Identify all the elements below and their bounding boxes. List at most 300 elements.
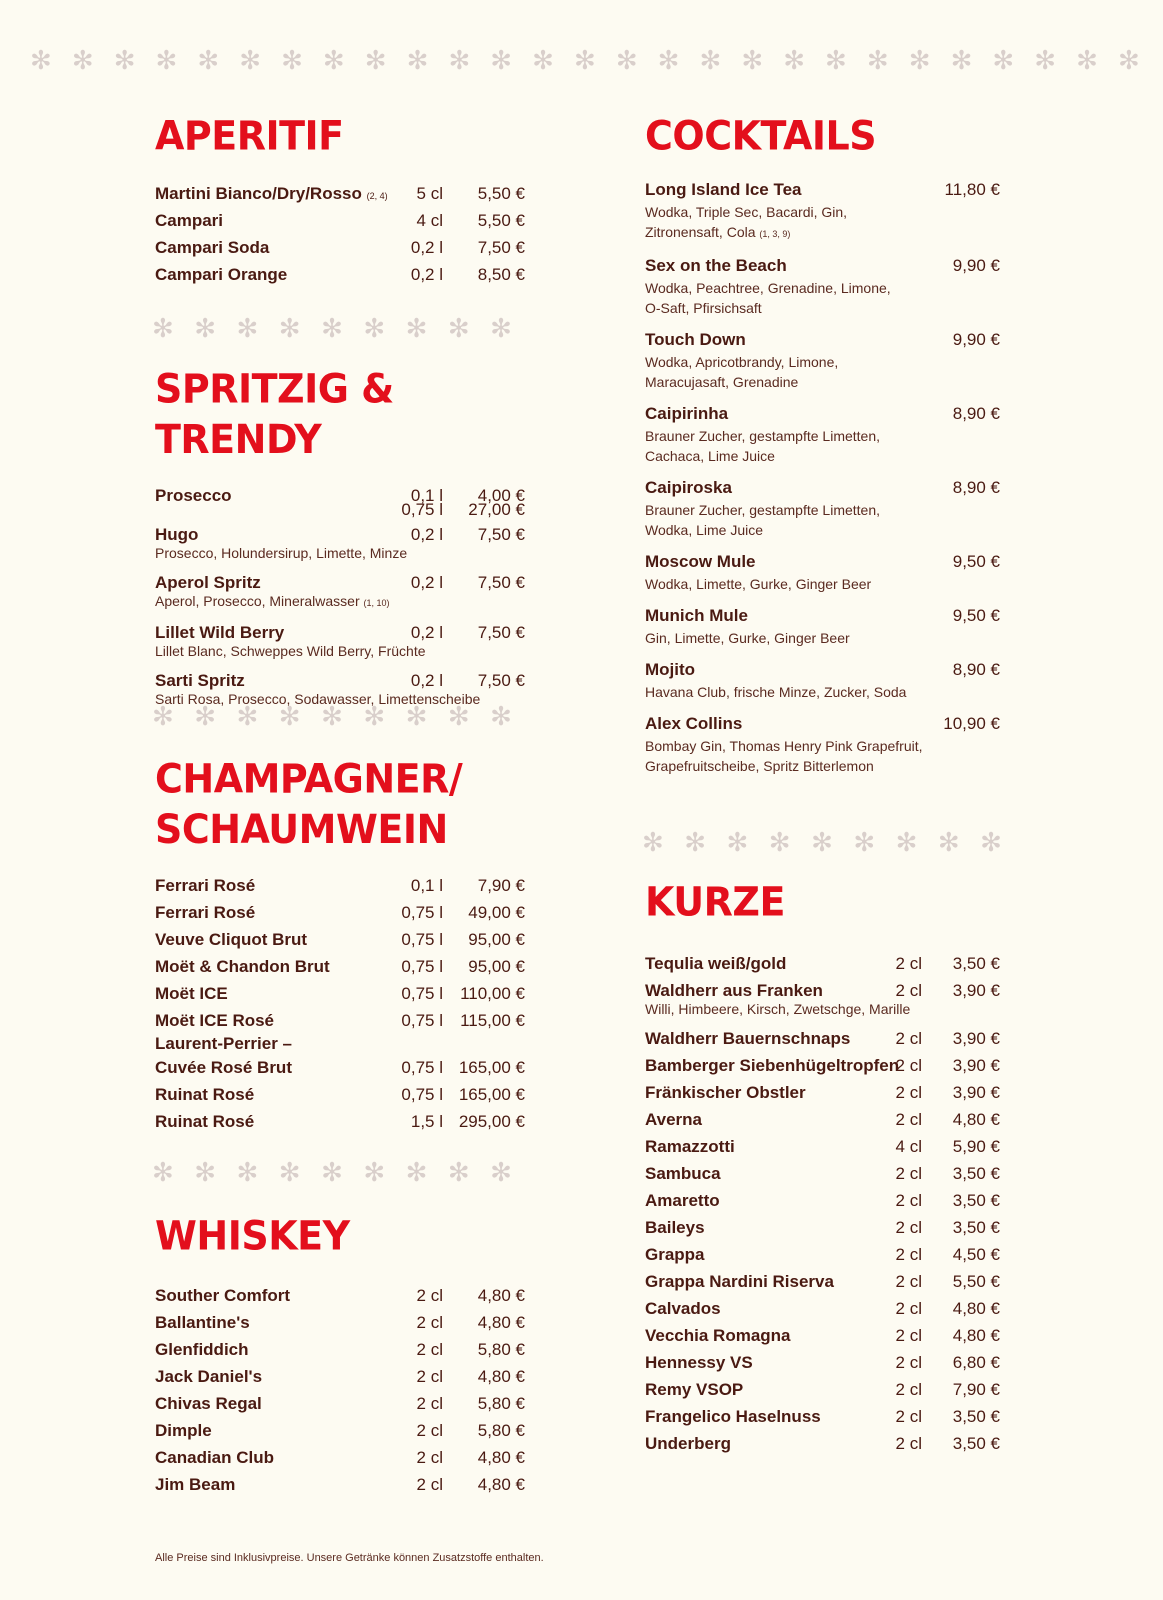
item-price: 165,00 € (458, 1058, 525, 1077)
item-volume: 0,75 l (401, 903, 443, 922)
item-volume: 4 cl (416, 211, 443, 230)
menu-item (155, 569, 525, 613)
star-icon: ✻ (236, 314, 259, 344)
item-name: Grappa (645, 1245, 705, 1264)
section-whiskey (155, 1212, 525, 1498)
menu-item (155, 1007, 525, 1034)
star-icon: ✻ (30, 46, 52, 76)
item-name: Chivas Regal (155, 1394, 262, 1413)
menu-item (155, 234, 525, 261)
star-icon: ✻ (363, 314, 386, 344)
separator-stars (152, 704, 512, 730)
kurze-list (645, 950, 1015, 1457)
section-aperitif (155, 112, 525, 288)
item-name: Ruinat Rosé (155, 1112, 255, 1131)
item-price: 95,00 € (468, 957, 525, 976)
item-volume: 2 cl (895, 1245, 922, 1264)
menu-item (645, 1187, 1015, 1214)
item-volume: 2 cl (895, 981, 922, 1000)
star-icon: ✻ (197, 46, 220, 76)
item-name: Sex on the Beach (645, 256, 787, 275)
star-icon: ✻ (321, 702, 343, 732)
item-price: 9,90 € (952, 256, 1000, 275)
item-price: 4,50 € (952, 1245, 1000, 1264)
item-price: 11,80 € (944, 180, 1000, 199)
star-icon: ✻ (405, 1158, 428, 1188)
menu-item (645, 1349, 1015, 1376)
section-title-champagner (155, 754, 525, 855)
item-price: 295,00 € (458, 1112, 525, 1131)
item-price: 5,80 € (477, 1340, 525, 1359)
item-price: 10,90 € (943, 714, 1000, 733)
item-price: 95,00 € (468, 930, 525, 949)
item-name: Prosecco (155, 486, 232, 505)
item-description: Zitronensaft, Cola (645, 224, 756, 240)
star-icon: ✻ (657, 46, 680, 76)
star-icon: ✻ (532, 46, 554, 76)
star-icon: ✻ (236, 702, 259, 732)
item-price: 3,50 € (952, 954, 1000, 973)
item-name: Ferrari Rosé (155, 876, 256, 895)
item-name: Moët ICE (155, 984, 228, 1003)
star-icon: ✻ (699, 46, 722, 76)
menu-item (155, 953, 525, 980)
separator-stars (152, 1160, 512, 1186)
star-icon: ✻ (908, 46, 931, 76)
menu-item (155, 1081, 525, 1108)
star-icon: ✻ (236, 1158, 259, 1188)
item-volume: 2 cl (895, 1380, 922, 1399)
star-icon: ✻ (281, 46, 303, 76)
item-price: 8,90 € (952, 404, 1000, 423)
menu-item (645, 550, 1015, 594)
item-name: Laurent-Perrier – (155, 1034, 292, 1053)
star-icon: ✻ (194, 1158, 217, 1188)
section-title-cocktails: COCKTAILS (645, 112, 877, 160)
star-icon: ✻ (194, 314, 217, 344)
menu-item (155, 482, 525, 521)
menu-item (645, 1106, 1015, 1133)
item-price: 4,80 € (952, 1326, 1000, 1345)
item-volume: 0,2 l (410, 573, 443, 592)
star-icon: ✻ (1034, 46, 1057, 76)
item-volume: 0,1 l (410, 486, 443, 505)
menu-item (155, 619, 525, 661)
item-volume: 2 cl (895, 1326, 922, 1345)
menu-item (645, 1214, 1015, 1241)
item-volume: 2 cl (895, 954, 922, 973)
item-volume: 2 cl (895, 1434, 922, 1453)
star-icon: ✻ (113, 46, 136, 76)
star-icon: ✻ (278, 314, 301, 344)
separator-stars (642, 830, 1002, 856)
item-price: 3,50 € (952, 1407, 1000, 1426)
item-name: Caipiroska (645, 478, 732, 497)
item-volume: 5 cl (416, 184, 443, 203)
item-price: 4,80 € (477, 1286, 525, 1305)
item-description: Prosecco, Holundersirup, Limette, Minze (155, 545, 408, 561)
menu-item (155, 1309, 525, 1336)
item-volume: 0,2 l (410, 623, 443, 642)
star-icon: ✻ (1117, 46, 1140, 76)
star-icon: ✻ (615, 46, 638, 76)
item-name: Tequlia weiß/gold (645, 954, 787, 973)
item-price: 3,50 € (952, 1218, 1000, 1237)
star-icon: ✻ (937, 828, 960, 858)
item-name: Bamberger Siebenhügeltropfen (645, 1056, 900, 1075)
star-icon: ✻ (406, 46, 429, 76)
item-name: Fränkischer Obstler (645, 1083, 806, 1102)
item-price: 5,80 € (477, 1394, 525, 1413)
item-name: Underberg (645, 1434, 731, 1453)
item-name: Jim Beam (155, 1475, 236, 1494)
item-name: Ferrari Rosé (155, 903, 256, 922)
item-description: Wodka, Triple Sec, Bacardi, Gin, (645, 204, 848, 220)
item-note: (2, 4) (366, 191, 388, 201)
separator-stars (152, 316, 512, 342)
item-note: (1, 10) (363, 598, 390, 608)
item-description: Wodka, Peachtree, Grenadine, Limone, (645, 280, 891, 296)
menu-item (155, 980, 525, 1007)
menu-item (645, 1295, 1015, 1322)
item-volume: 2 cl (416, 1367, 443, 1386)
item-description: Grapefruitscheibe, Spritz Bitterlemon (645, 758, 874, 774)
star-icon: ✻ (239, 46, 262, 76)
item-volume: 2 cl (416, 1475, 443, 1494)
item-volume: 2 cl (416, 1340, 443, 1359)
footnote: Alle Preise sind Inklusivpreise. Unsere Getränke können Zusatzstoffe enthalten. (155, 1552, 544, 1564)
menu-item (645, 1133, 1015, 1160)
menu-item (155, 926, 525, 953)
star-icon: ✻ (363, 1158, 386, 1188)
item-price: 5,50 € (477, 184, 525, 203)
item-description: Wodka, Lime Juice (645, 522, 764, 538)
star-icon: ✻ (321, 314, 343, 344)
item-volume: 0,2 l (410, 671, 443, 690)
menu-item (645, 402, 1015, 466)
star-icon: ✻ (448, 46, 471, 76)
item-price: 5,90 € (952, 1137, 1000, 1156)
item-name: Hennessy VS (645, 1353, 753, 1372)
item-volume: 0,75 l (401, 984, 443, 1003)
item-name: Sarti Spritz (155, 671, 245, 690)
star-icon: ✻ (363, 702, 386, 732)
item-volume: 2 cl (895, 1191, 922, 1210)
item-price: 3,90 € (952, 1083, 1000, 1102)
star-icon: ✻ (642, 828, 664, 858)
item-price: 9,90 € (952, 330, 1000, 349)
item-price: 4,80 € (477, 1367, 525, 1386)
star-icon: ✻ (321, 1158, 343, 1188)
item-name: Grappa Nardini Riserva (645, 1272, 834, 1291)
star-icon: ✻ (405, 702, 428, 732)
item-volume: 2 cl (895, 1218, 922, 1237)
whiskey-list (155, 1282, 525, 1498)
item-volume: 2 cl (895, 1353, 922, 1372)
item-volume: 0,2 l (410, 238, 443, 257)
item-name: Sambuca (645, 1164, 721, 1183)
item-price: 4,80 € (477, 1475, 525, 1494)
star-icon: ✻ (573, 46, 596, 76)
item-volume: 2 cl (895, 1272, 922, 1291)
star-icon: ✻ (1076, 46, 1098, 76)
item-price: 4,80 € (952, 1110, 1000, 1129)
item-name: Amaretto (645, 1191, 720, 1210)
item-name: Munich Mule (645, 606, 748, 625)
star-icon: ✻ (992, 46, 1015, 76)
menu-item (155, 521, 525, 563)
menu-item (645, 950, 1015, 977)
item-volume: 0,75 l (401, 957, 443, 976)
item-name: Campari Soda (155, 238, 270, 257)
item-volume: 2 cl (416, 1394, 443, 1413)
item-description: Maracujasaft, Grenadine (645, 374, 799, 390)
item-name: Souther Comfort (155, 1286, 291, 1305)
menu-item (155, 1108, 525, 1135)
menu-item (645, 1403, 1015, 1430)
item-name: Dimple (155, 1421, 212, 1440)
item-name: Moët ICE Rosé (155, 1011, 275, 1030)
cocktails-list (645, 178, 1015, 776)
item-price: 27,00 € (468, 500, 525, 519)
menu-item (645, 328, 1015, 392)
star-icon: ✻ (866, 46, 889, 76)
star-icon: ✻ (152, 702, 174, 732)
star-icon: ✻ (322, 46, 345, 76)
item-volume: 0,75 l (401, 930, 443, 949)
item-price: 9,50 € (952, 552, 1000, 571)
star-icon: ✻ (278, 1158, 301, 1188)
item-name: Frangelico Haselnuss (645, 1407, 821, 1426)
star-icon: ✻ (71, 46, 94, 76)
item-volume: 0,1 l (410, 876, 443, 895)
menu-item (645, 476, 1015, 540)
title-line1: CHAMPAGNER/ (155, 755, 463, 802)
item-price: 9,50 € (952, 606, 1000, 625)
item-name: Veuve Cliquot Brut (155, 930, 308, 949)
menu-item (155, 180, 525, 207)
star-icon: ✻ (490, 702, 512, 732)
item-name: Aperol Spritz (155, 573, 261, 592)
menu-item (155, 1390, 525, 1417)
star-icon: ✻ (490, 1158, 512, 1188)
item-price: 49,00 € (468, 903, 525, 922)
menu-item (645, 1322, 1015, 1349)
item-volume: 0,75 l (401, 1058, 443, 1077)
item-volume: 2 cl (416, 1313, 443, 1332)
item-volume: 2 cl (416, 1421, 443, 1440)
item-price: 7,90 € (952, 1380, 1000, 1399)
item-price: 5,50 € (477, 211, 525, 230)
item-price: 3,90 € (952, 1029, 1000, 1048)
star-icon: ✻ (726, 828, 749, 858)
menu-item (155, 872, 525, 899)
section-title-aperitif: APERITIF (155, 112, 344, 160)
star-icon: ✻ (783, 46, 805, 76)
item-description: Wodka, Apricotbrandy, Limone, (645, 354, 839, 370)
item-price: 115,00 € (460, 1011, 525, 1030)
star-icon: ✻ (405, 314, 428, 344)
item-description: Willi, Himbeere, Kirsch, Zwetschge, Marille (645, 1001, 911, 1017)
spritzig-list (155, 482, 525, 709)
item-volume: 0,2 l (410, 525, 443, 544)
item-price: 7,90 € (477, 876, 525, 895)
item-description: Brauner Zucher, gestampfte Limetten, (645, 428, 881, 444)
star-icon: ✻ (980, 828, 1002, 858)
star-icon: ✻ (152, 1158, 174, 1188)
menu-item (155, 1363, 525, 1390)
item-name: Hugo (155, 525, 199, 544)
item-name: Canadian Club (155, 1448, 275, 1467)
item-name: Jack Daniel's (155, 1367, 263, 1386)
item-price: 8,50 € (477, 265, 525, 284)
item-name: Campari (155, 211, 224, 230)
star-icon: ✻ (895, 828, 918, 858)
star-icon: ✻ (152, 314, 174, 344)
item-volume: 2 cl (416, 1448, 443, 1467)
item-volume: 2 cl (895, 1164, 922, 1183)
star-icon: ✻ (447, 702, 470, 732)
menu-item (155, 1336, 525, 1363)
menu-item (645, 1079, 1015, 1106)
item-volume: 2 cl (895, 1083, 922, 1102)
item-price: 7,50 € (477, 525, 525, 544)
item-price: 4,80 € (477, 1448, 525, 1467)
item-description: Lillet Blanc, Schweppes Wild Berry, Früchte (155, 643, 426, 659)
item-description: O-Saft, Pfirsichsaft (645, 300, 762, 316)
star-icon: ✻ (684, 828, 707, 858)
item-price: 8,90 € (952, 660, 1000, 679)
menu-item (645, 1241, 1015, 1268)
menu-item (155, 1282, 525, 1309)
item-price: 7,50 € (477, 238, 525, 257)
item-name: Calvados (645, 1299, 721, 1318)
item-price: 5,80 € (477, 1421, 525, 1440)
item-volume: 2 cl (895, 1110, 922, 1129)
title-line2: SCHAUMWEIN (155, 806, 448, 853)
item-name: Martini Bianco/Dry/Rosso (2, 4) (155, 184, 388, 203)
item-name: Ramazzotti (645, 1137, 735, 1156)
star-icon: ✻ (447, 314, 470, 344)
section-title-kurze: KURZE (645, 878, 785, 926)
item-price: 3,50 € (952, 1191, 1000, 1210)
section-title-whiskey: WHISKEY (155, 1212, 350, 1260)
section-title-spritzig: SPRITZIG & TRENDY (155, 365, 394, 463)
menu-item (155, 1417, 525, 1444)
section-cocktails (645, 112, 1015, 786)
item-name: Lillet Wild Berry (155, 623, 285, 642)
item-description: Bombay Gin, Thomas Henry Pink Grapefruit, (645, 738, 923, 754)
item-price: 110,00 € (460, 984, 525, 1003)
item-price: 165,00 € (458, 1085, 525, 1104)
item-price: 8,90 € (952, 478, 1000, 497)
item-name: Alex Collins (645, 714, 743, 733)
menu-item (155, 899, 525, 926)
item-price: 4,80 € (952, 1299, 1000, 1318)
item-price: 4,00 € (477, 486, 525, 505)
item-name: Cuvée Rosé Brut (155, 1058, 292, 1077)
item-description: Brauner Zucher, gestampfte Limetten, (645, 502, 881, 518)
menu-item (645, 178, 1015, 244)
star-icon: ✻ (853, 828, 876, 858)
item-name: Touch Down (645, 330, 746, 349)
item-volume: 2 cl (895, 1407, 922, 1426)
item-volume: 2 cl (895, 1029, 922, 1048)
item-name: Glenfiddich (155, 1340, 249, 1359)
item-name: Ruinat Rosé (155, 1085, 255, 1104)
star-icon: ✻ (364, 46, 387, 76)
item-price: 3,90 € (952, 1056, 1000, 1075)
star-icon: ✻ (811, 828, 833, 858)
item-note: (1, 3, 9) (759, 229, 791, 239)
menu-item (155, 207, 525, 234)
item-volume: 2 cl (895, 1056, 922, 1075)
section-champagner (155, 756, 525, 1135)
section-kurze (645, 878, 1015, 1457)
champagner-list (155, 872, 525, 1135)
item-description: Havana Club, frische Minze, Zucker, Soda (645, 684, 907, 700)
menu-item (155, 1034, 525, 1081)
item-name: Ballantine's (155, 1313, 250, 1332)
menu-item (645, 712, 1015, 776)
menu-item (645, 1025, 1015, 1052)
item-volume: 0,2 l (410, 265, 443, 284)
menu-item (155, 1471, 525, 1498)
item-price: 6,80 € (952, 1353, 1000, 1372)
menu-item (645, 977, 1015, 1019)
item-name: Waldherr aus Franken (645, 981, 823, 1000)
star-icon: ✻ (278, 702, 301, 732)
item-price: 3,50 € (952, 1164, 1000, 1183)
item-description: Sarti Rosa, Prosecco, Sodawasser, Limettenscheibe (155, 691, 481, 707)
item-name: Caipirinha (645, 404, 729, 423)
item-name: Moët & Chandon Brut (155, 957, 330, 976)
item-price: 4,80 € (477, 1313, 525, 1332)
star-icon: ✻ (194, 702, 217, 732)
star-icon: ✻ (447, 1158, 470, 1188)
menu-item (645, 1160, 1015, 1187)
item-name: Vecchia Romagna (645, 1326, 791, 1345)
star-icon: ✻ (950, 46, 973, 76)
item-price: 3,50 € (952, 1434, 1000, 1453)
top-star-border (30, 48, 1140, 74)
item-description: Gin, Limette, Gurke, Ginger Beer (645, 630, 850, 646)
item-description: Cachaca, Lime Juice (645, 448, 775, 464)
star-icon: ✻ (155, 46, 178, 76)
item-price: 7,50 € (477, 623, 525, 642)
section-spritzig (155, 366, 525, 715)
item-name: Averna (645, 1110, 703, 1129)
menu-item (155, 1444, 525, 1471)
item-price: 3,90 € (952, 981, 1000, 1000)
item-volume: 2 cl (895, 1299, 922, 1318)
item-name: Moscow Mule (645, 552, 756, 571)
item-name: Campari Orange (155, 265, 288, 284)
item-volume: 0,75 l (401, 1085, 443, 1104)
menu-item (645, 1376, 1015, 1403)
star-icon: ✻ (825, 46, 847, 76)
menu-item (155, 261, 525, 288)
star-icon: ✻ (741, 46, 764, 76)
menu-item (645, 1052, 1015, 1079)
star-icon: ✻ (768, 828, 791, 858)
item-volume: 0,75 l (401, 500, 443, 519)
menu-item (645, 254, 1015, 318)
item-name: Mojito (645, 660, 696, 679)
item-price: 7,50 € (477, 573, 525, 592)
star-icon: ✻ (490, 314, 512, 344)
menu-item (645, 658, 1015, 702)
